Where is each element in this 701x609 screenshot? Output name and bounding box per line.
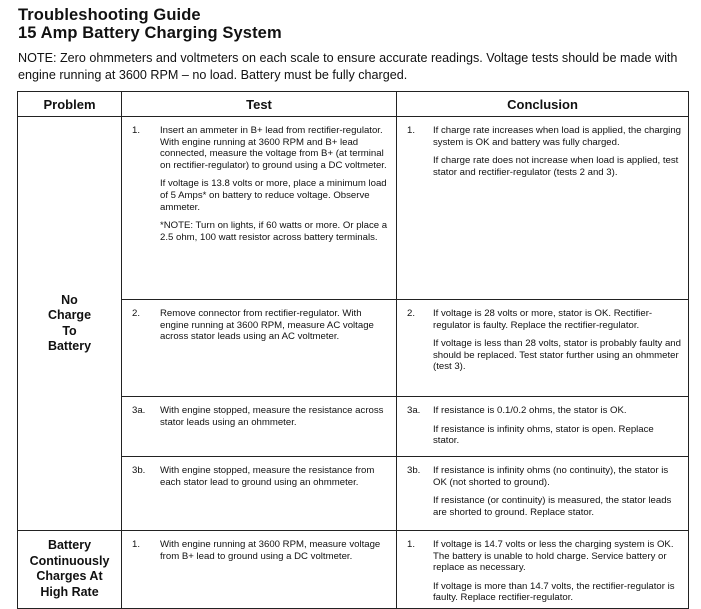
- table-row: [18, 531, 689, 609]
- conclusion-number: 3a.: [407, 405, 421, 416]
- conclusion-cell: 1. If charge rate increases when load is applied, the charging system is OK and battery was fully charged. If charge rate does not increase when load is applied, test stator and rectifier-regulator (tests 2 and 3).: [397, 117, 689, 300]
- table-row: [18, 117, 689, 300]
- problem-no-charge: No Charge To Battery: [18, 117, 122, 531]
- test-number: 3a.: [132, 405, 146, 416]
- title-line-1: Troubleshooting Guide: [18, 6, 201, 24]
- conclusion-number: 2.: [407, 308, 416, 319]
- test-number: 3b.: [132, 465, 146, 476]
- conclusion-number: 1.: [407, 539, 416, 550]
- conclusion-cell: 3b. If resistance is infinity ohms (no continuity), the stator is OK (not shorted to ground). If resistance (or continuity) is measured, the stator leads are shorted to ground. Replace stator.: [397, 457, 689, 531]
- header-conclusion: Conclusion: [397, 92, 689, 117]
- troubleshooting-table: [17, 91, 689, 609]
- test-cell: 1. Insert an ammeter in B+ lead from rectifier-regulator. With engine running at 3600 RPM and B+ lead connected, measure the voltage from B+ (at terminal on rectifier-regulator) to ground using a DC voltmeter. If voltage is 13.8 volts or more, place a minimum load of 5 Amps* on battery to reduce voltage. Observe ammeter. *NOTE: Turn on lights, if 60 watts or more. Or place a 2.5 ohm, 100 watt resistor across battery terminals.: [122, 117, 397, 300]
- test-cell: 2. Remove connector from rectifier-regulator. With engine running at 3600 RPM, measure AC voltage across stator leads using an AC voltmeter.: [122, 300, 397, 397]
- note-text: NOTE: Zero ohmmeters and voltmeters on each scale to ensure accurate readings. Voltage tests should be made with engine running at 3600 RPM – no load. Battery must be fully charged.: [18, 51, 678, 82]
- test-cell: 3b. With engine stopped, measure the resistance from each stator lead to ground using an ohmmeter.: [122, 457, 397, 531]
- test-cell: 3a. With engine stopped, measure the resistance across stator leads using an ohmmeter.: [122, 397, 397, 457]
- test-number: 2.: [132, 308, 141, 319]
- title-line-2: 15 Amp Battery Charging System: [18, 24, 282, 42]
- conclusion-cell: 1. If voltage is 14.7 volts or less the charging system is OK. The battery is unable to hold charge. Service battery or replace as necessary. If voltage is more than 14.7 volts, the rectifier-regulator is faulty. Replace rectifier-regulator.: [397, 531, 689, 609]
- test-cell: 1. With engine running at 3600 RPM, measure voltage from B+ lead to ground using a DC voltmeter.: [122, 531, 397, 609]
- document-title: [18, 6, 282, 42]
- test-number: 1.: [132, 125, 141, 136]
- conclusion-number: 3b.: [407, 465, 421, 476]
- header-test: Test: [122, 92, 397, 117]
- test-number: 1.: [132, 539, 141, 550]
- conclusion-cell: 3a. If resistance is 0.1/0.2 ohms, the stator is OK. If resistance is infinity ohms, stator is open. Replace stator.: [397, 397, 689, 457]
- problem-high-rate: Battery Continuously Charges At High Rate: [18, 531, 122, 609]
- conclusion-number: 1.: [407, 125, 416, 136]
- table-header-row: [18, 92, 689, 117]
- conclusion-cell: 2. If voltage is 28 volts or more, stator is OK. Rectifier-regulator is faulty. Replace the rectifier-regulator. If voltage is less than 28 volts, stator is probably faulty and should be replaced. Test stator further using an ohmmeter (test 3).: [397, 300, 689, 397]
- header-problem: Problem: [18, 92, 122, 117]
